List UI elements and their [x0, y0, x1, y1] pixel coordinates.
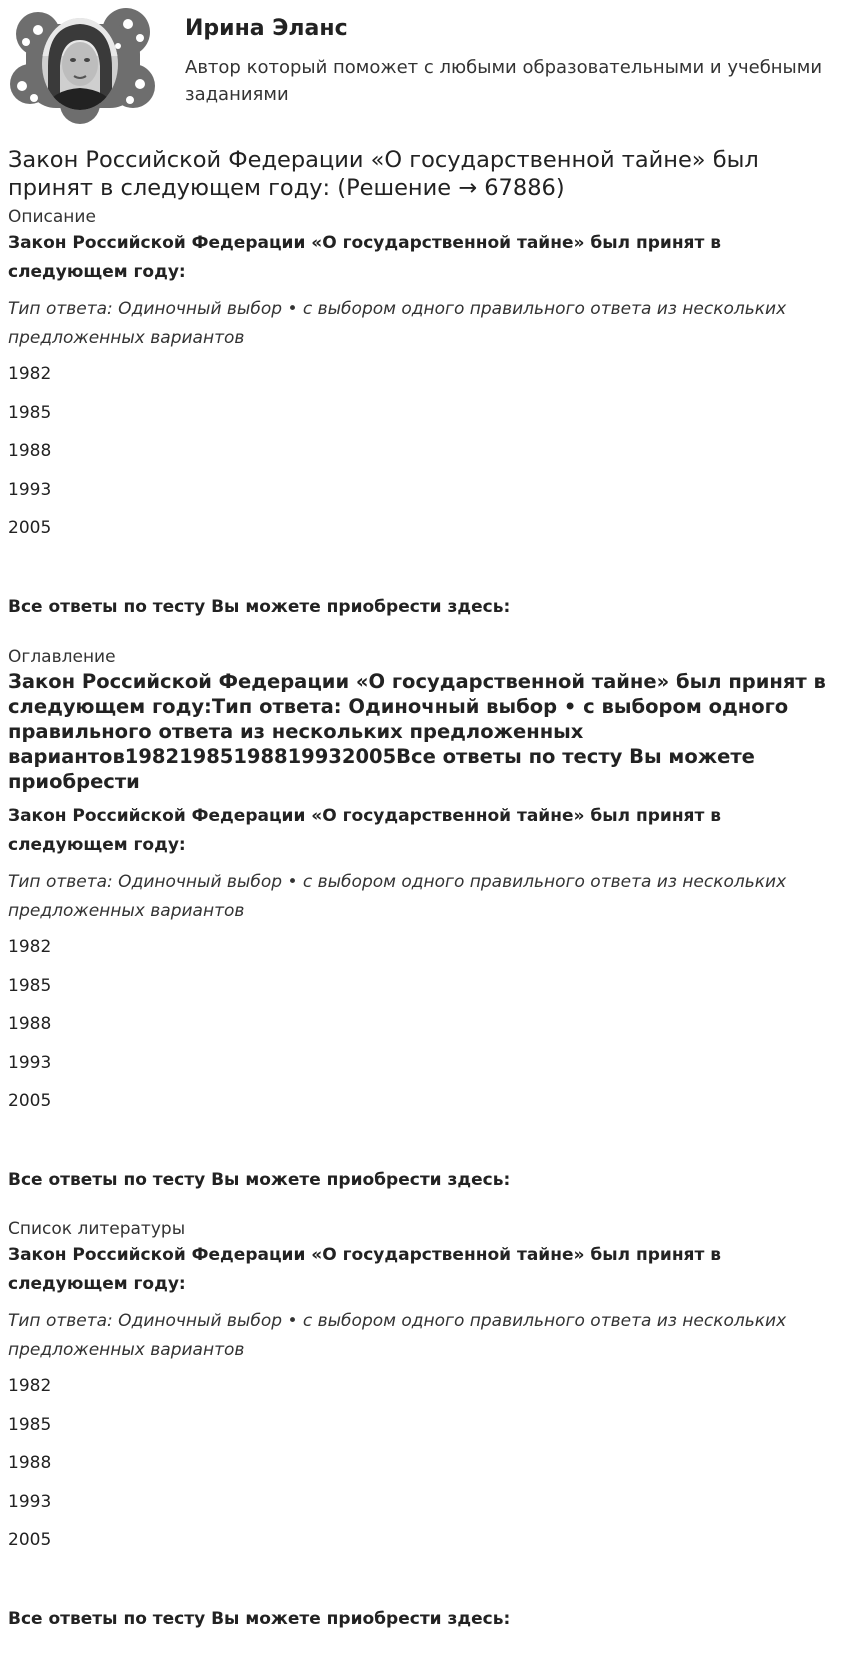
buy-answers-text: Все ответы по тесту Вы можете приобрести здесь: [8, 1608, 511, 1629]
option-item: 1993 [8, 1052, 52, 1073]
section-label-literature: Список литературы [8, 1219, 186, 1239]
author-description: Автор который поможет с любыми образовательными и учебными заданиями [185, 57, 823, 105]
option-item: 1982 [8, 937, 52, 957]
section-label-toc: Оглавление [8, 647, 116, 667]
page-title: Закон Российской Федерации «О государственной тайне» был принят в следующем году: (Решение → 67886) [8, 147, 759, 201]
author-name[interactable]: Ирина Эланс [185, 16, 348, 41]
option-item: 1985 [8, 1414, 52, 1435]
option-item: 1988 [8, 1453, 52, 1473]
author-header [8, 6, 838, 128]
option-item: 2005 [8, 1530, 52, 1550]
question-text: Закон Российской Федерации «О государственной тайне» был принят в следующем году: [8, 806, 722, 855]
option-item: 1988 [8, 441, 52, 461]
option-item: 1982 [8, 364, 52, 384]
option-item: 1985 [8, 402, 52, 423]
toc-section [8, 646, 838, 1191]
option-item: 1993 [8, 479, 52, 500]
option-item: 1993 [8, 1491, 52, 1512]
option-item: 1985 [8, 975, 52, 996]
option-item: 2005 [8, 518, 52, 538]
answer-type: Тип ответа: Одиночный выбор • с выбором одного правильного ответа из нескольких предложенных вариантов [8, 299, 787, 348]
buy-answers-text: Все ответы по тесту Вы можете приобрести здесь: [8, 596, 511, 617]
question-text: Закон Российской Федерации «О государственной тайне» был принят в следующем году: [8, 1245, 722, 1294]
options-list [8, 936, 838, 1129]
author-avatar[interactable] [8, 6, 158, 124]
answer-type: Тип ответа: Одиночный выбор • с выбором одного правильного ответа из нескольких предложенных вариантов [8, 872, 787, 921]
options-list [8, 363, 838, 556]
option-item: 1982 [8, 1376, 52, 1396]
option-item: 1988 [8, 1014, 52, 1034]
literature-section [8, 1218, 838, 1630]
answer-type: Тип ответа: Одиночный выбор • с выбором одного правильного ответа из нескольких предложенных вариантов [8, 1311, 787, 1360]
section-label-description: Описание [8, 207, 96, 227]
description-section [8, 206, 838, 618]
toc-heading: Закон Российской Федерации «О государственной тайне» был принят в следующем году:Тип ответа: Одиночный выбор • с выбором одного правильного ответа из нескольких предложенных вариантов19821985198819932005Все ответы по тесту Вы можете приобрести [8, 670, 826, 793]
question-text: Закон Российской Федерации «О государственной тайне» был принят в следующем году: [8, 233, 722, 282]
options-list [8, 1375, 838, 1568]
option-item: 2005 [8, 1091, 52, 1111]
buy-answers-text: Все ответы по тесту Вы можете приобрести здесь: [8, 1169, 511, 1190]
